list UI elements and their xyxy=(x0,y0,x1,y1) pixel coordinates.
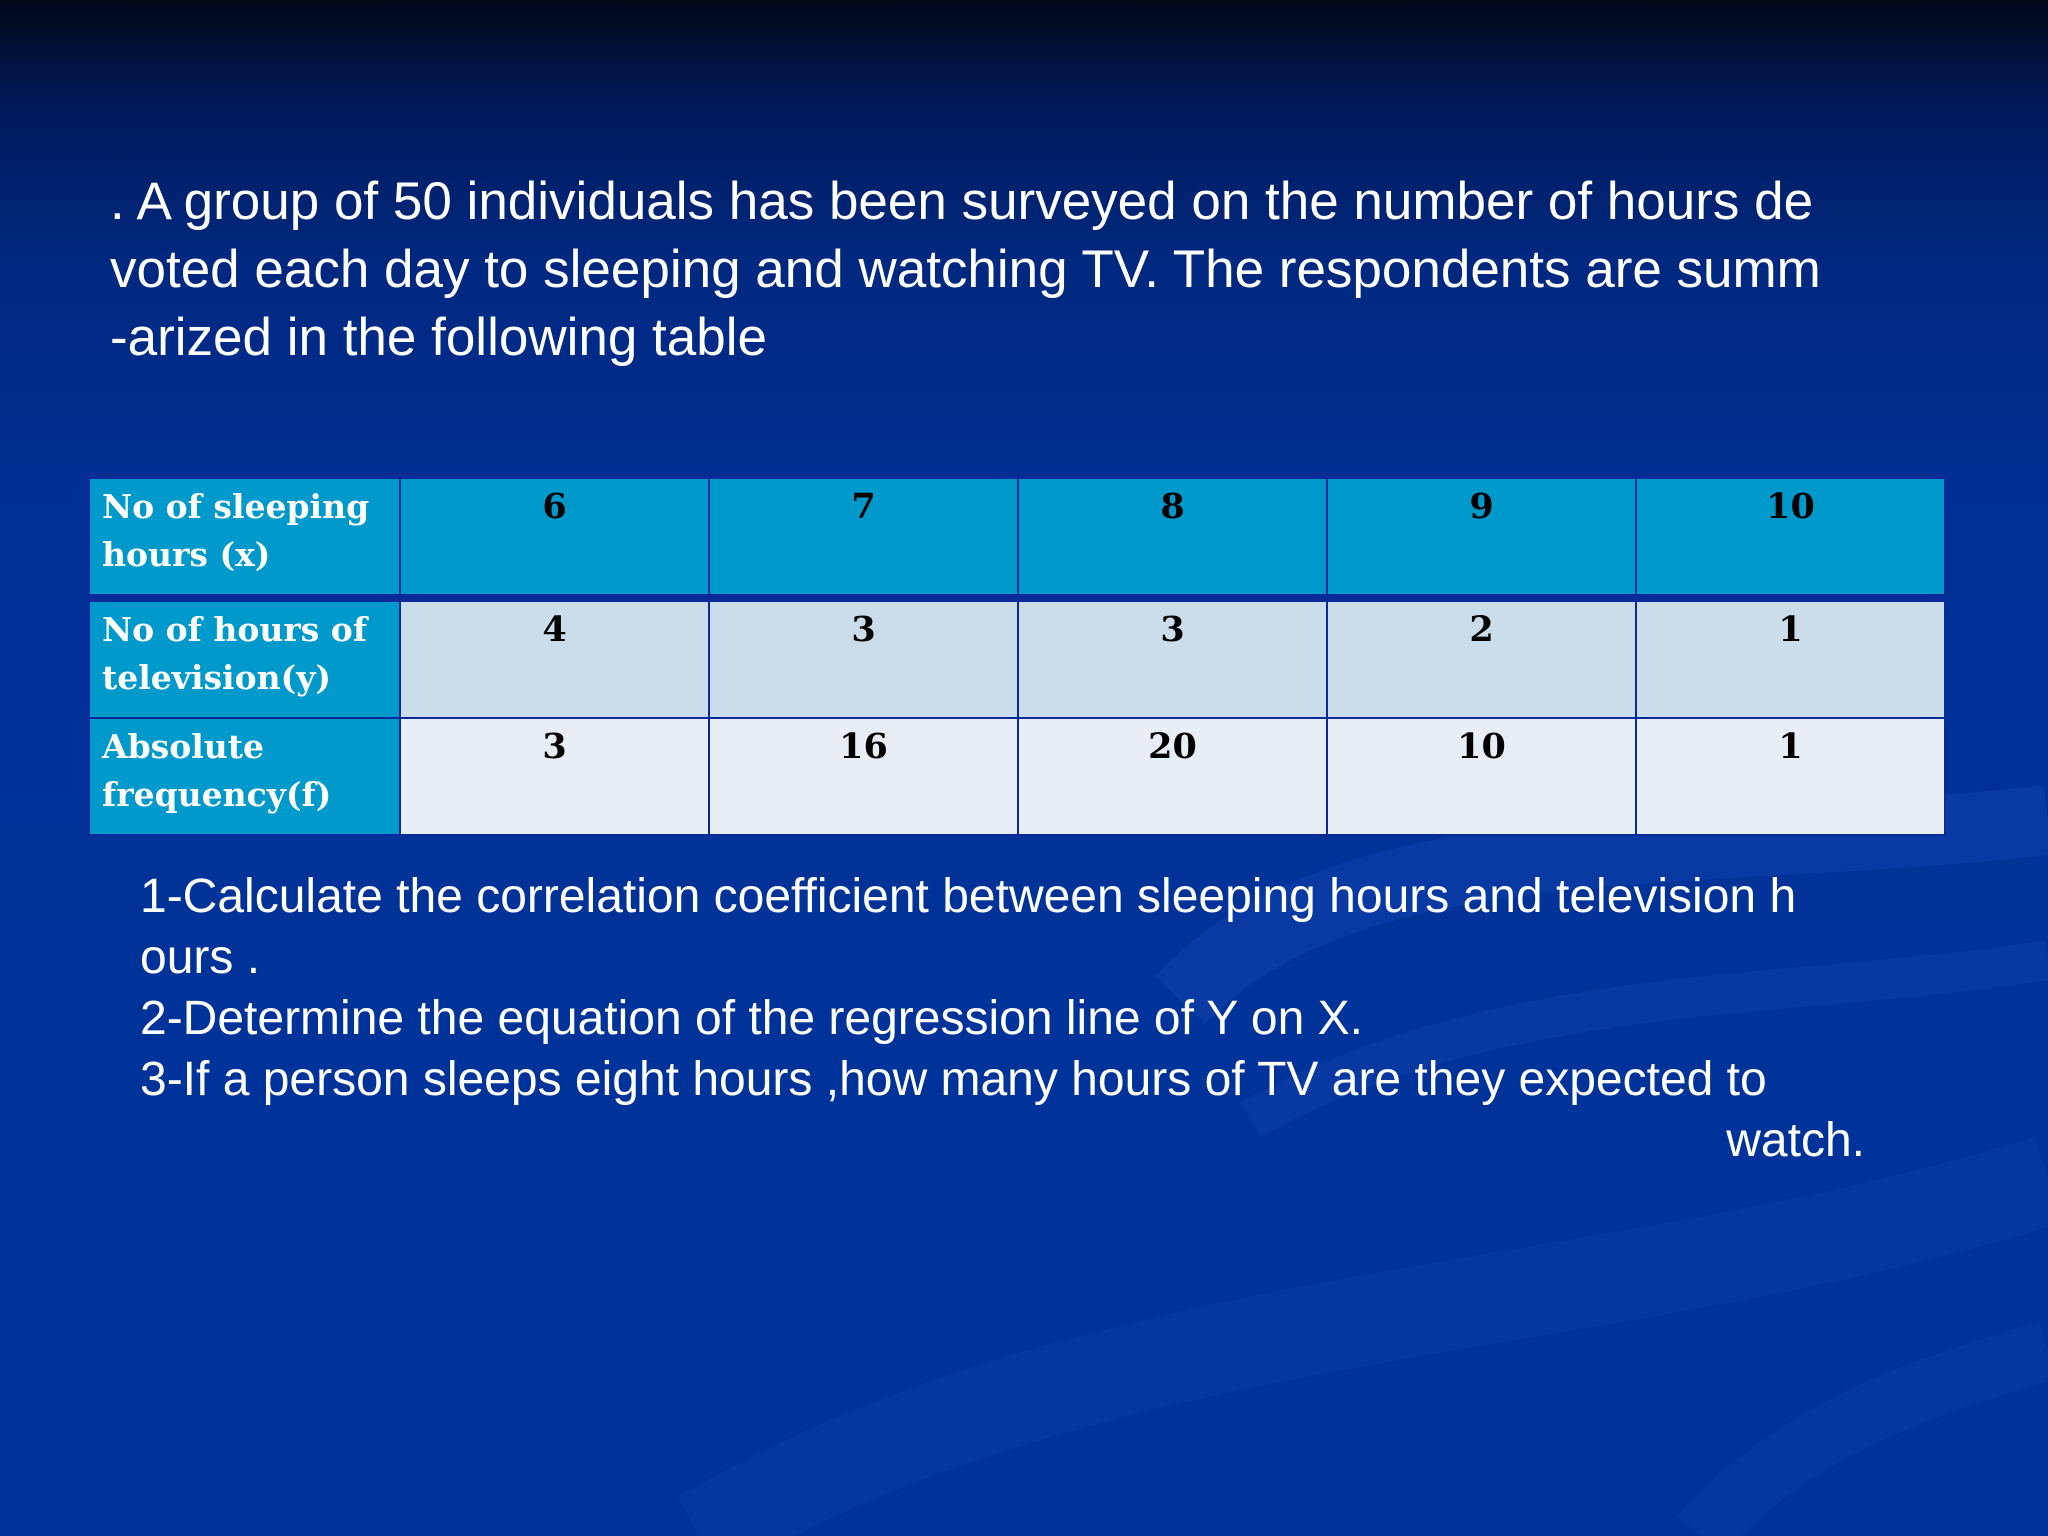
table-cell: 2 xyxy=(1327,598,1636,718)
table-cell: 6 xyxy=(400,478,709,598)
table-cell: 3 xyxy=(709,598,1018,718)
table-cell: 3 xyxy=(1018,598,1327,718)
question-line: watch. xyxy=(1726,1114,1865,1167)
table-cell: 20 xyxy=(1018,718,1327,835)
table-cell: 16 xyxy=(709,718,1018,835)
question-line: 1-Calculate the correlation coefficient between sleeping hours and television h xyxy=(140,870,1797,923)
table-row-sleeping-hours xyxy=(89,478,1945,598)
table-cell: 1 xyxy=(1636,718,1945,835)
row-header-sleeping-hours xyxy=(89,478,400,598)
table-cell: 1 xyxy=(1636,598,1945,718)
row-header-line: frequency(f) xyxy=(102,775,332,814)
table-cell: 10 xyxy=(1636,478,1945,598)
row-header-line: Absolute xyxy=(102,727,265,766)
problem-intro xyxy=(110,168,2010,372)
row-header-line: television(y) xyxy=(102,658,332,697)
row-header-television-hours xyxy=(89,598,400,718)
row-header-line: hours (x) xyxy=(102,535,271,574)
question-list xyxy=(140,866,1900,1171)
table-row-frequency xyxy=(89,718,1945,835)
question-line: 2-Determine the equation of the regression line of Y on X. xyxy=(140,992,1363,1045)
question-line: 3-If a person sleeps eight hours ,how many hours of TV are they expected to xyxy=(140,1053,1767,1106)
table-cell: 8 xyxy=(1018,478,1327,598)
intro-line: voted each day to sleeping and watching TV. The respondents are summ xyxy=(110,240,1821,299)
row-header-line: No of sleeping xyxy=(102,487,370,526)
row-header-frequency xyxy=(89,718,400,835)
table-cell: 7 xyxy=(709,478,1018,598)
table-cell: 10 xyxy=(1327,718,1636,835)
row-header-line: No of hours of xyxy=(102,610,368,649)
table-cell: 4 xyxy=(400,598,709,718)
table-cell: 9 xyxy=(1327,478,1636,598)
intro-line: -arized in the following table xyxy=(110,308,767,367)
question-line: ours . xyxy=(140,931,261,984)
table-cell: 3 xyxy=(400,718,709,835)
table-row-television-hours xyxy=(89,598,1945,718)
intro-line: . A group of 50 individuals has been surveyed on the number of hours de xyxy=(110,172,1814,231)
data-table xyxy=(88,477,1946,836)
